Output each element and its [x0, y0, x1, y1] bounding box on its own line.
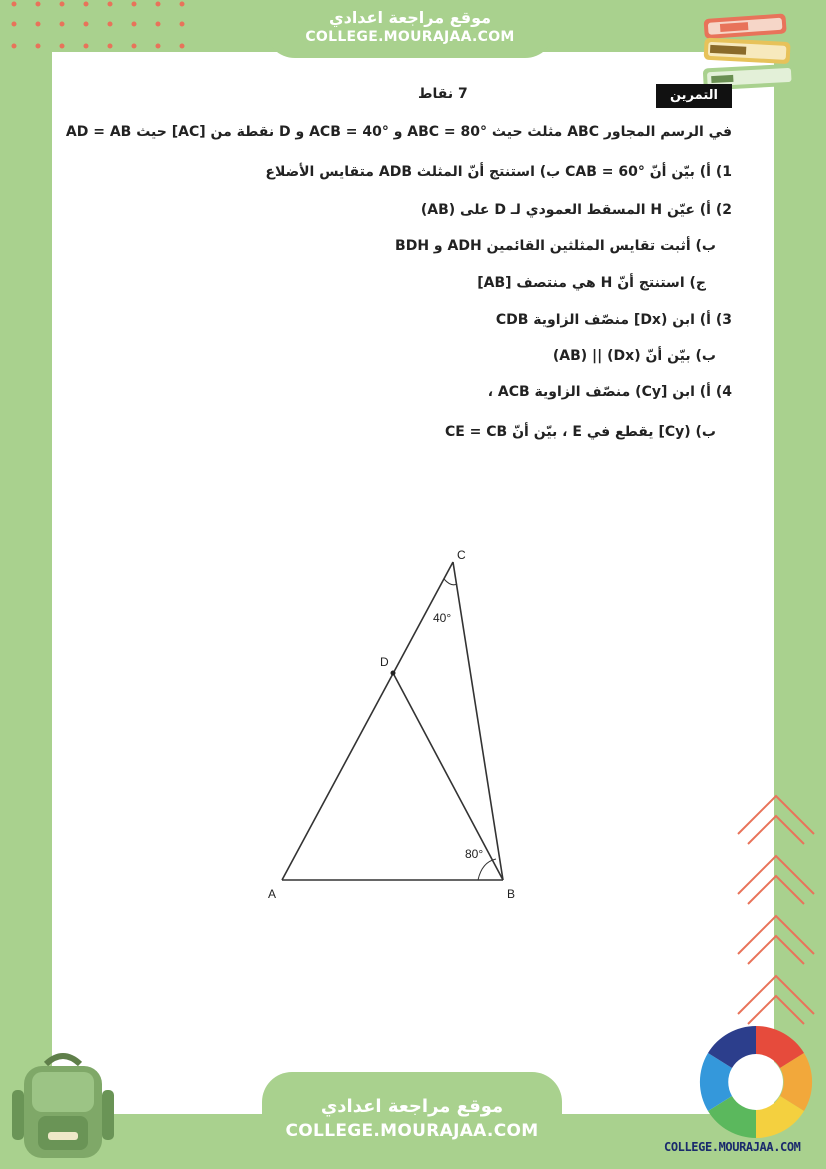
question-2a: 2) أ) عيّن H المسقط العمودي لـ D على (AB): [420, 202, 732, 218]
label-d: D: [380, 655, 389, 669]
question-1: 1) أ) بيّن أنّ CAB = 60° ب) استنتج أنّ المثلث ADB متقايس الأضلاع: [265, 164, 732, 180]
point-d: [391, 671, 396, 676]
backpack-icon: [8, 1050, 118, 1162]
segment-ac: [282, 562, 453, 880]
question-3a: 3) أ) ابن (Dx] منصّف الزاوية CDB: [495, 312, 732, 328]
angle-label-b: 80°: [465, 847, 484, 861]
question-3b: ب) بيّن أنّ (Dx) || (AB): [552, 348, 716, 364]
label-a: A: [268, 887, 277, 901]
chevron-decoration: [734, 790, 818, 1030]
badge-url[interactable]: COLLEGE.MOURAJAA.COM: [664, 1140, 801, 1154]
label-b: B: [507, 887, 516, 901]
footer-site-url[interactable]: COLLEGE.MOURAJAA.COM: [285, 1121, 539, 1141]
site-url[interactable]: COLLEGE.MOURAJAA.COM: [305, 29, 515, 45]
question-4b: ب) (Cy] يقطع في E ، بيّن أنّ CE = CB: [444, 424, 716, 440]
question-4a: 4) أ) ابن [Cy) منصّف الزاوية ACB ،: [487, 384, 732, 400]
exercise-intro: في الرسم المجاور ABC مثلث حيث ABC = 80° و ACB = 40° و D نقطة من [AC] حيث AD = AB: [65, 124, 732, 140]
education-badge-icon: [694, 1024, 818, 1140]
question-2b: ب) أثبت تقايس المثلثين القائمين ADH و BDH: [395, 238, 716, 254]
label-c: C: [457, 548, 466, 562]
footer-site-tab[interactable]: [262, 1072, 562, 1169]
exercise-points: 7 نقاط: [418, 86, 468, 102]
question-2c: ج) استنتج أنّ H هي منتصف [AB]: [477, 275, 706, 291]
footer-site-name: موقع مراجعة اعدادي: [320, 1096, 504, 1117]
angle-label-c: 40°: [433, 611, 452, 625]
triangle-figure: [260, 540, 540, 910]
exercise-title: التمرين الرابع: [656, 84, 732, 108]
site-name: موقع مراجعة اعدادي: [328, 8, 492, 27]
